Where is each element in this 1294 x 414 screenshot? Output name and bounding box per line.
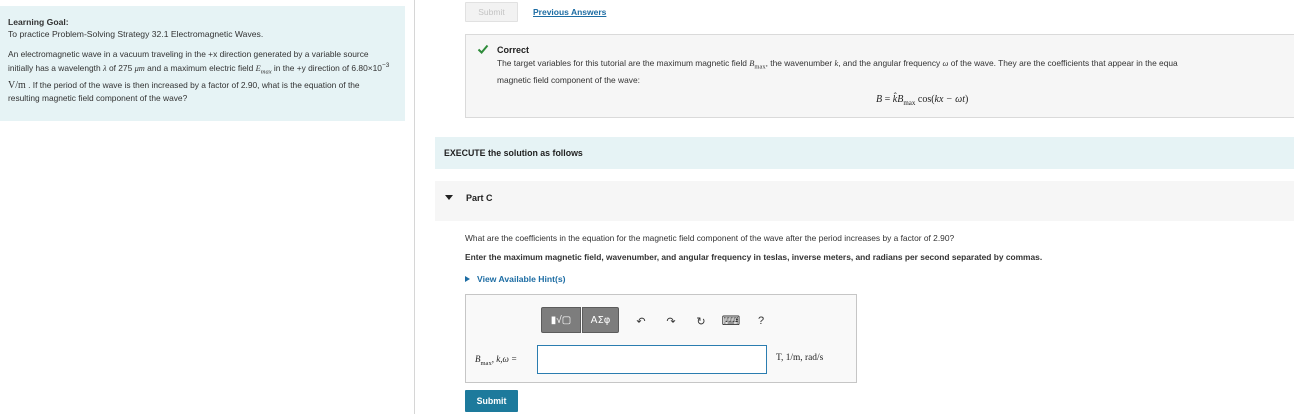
caret-down-icon[interactable] [445,195,453,200]
submit-button[interactable]: Submit [465,390,518,412]
undo-icon[interactable]: ↶ [636,315,646,328]
part-c-instruction: Enter the maximum magnetic field, wavenumber, and angular frequency in teslas, inverse meters, and radians per second separated by commas. [465,252,1043,262]
math-toolbar [541,307,769,335]
help-icon[interactable]: ? [757,315,765,327]
view-hints-link[interactable]: View Available Hint(s) [465,274,566,284]
panel-divider [414,0,415,414]
answer-box [465,294,857,383]
correct-status: Correct [497,45,530,55]
submit-button-disabled[interactable]: Submit [465,2,518,22]
templates-button[interactable]: ▮√▢ [541,307,581,333]
keyboard-icon[interactable]: ⌨ [721,313,741,328]
part-c-label: Part C [466,193,493,203]
symbols-button[interactable]: ΑΣφ [582,307,619,333]
feedback-text: The target variables for this tutorial are the maximum magnetic field $B_{max}$, the wavenumber k, and the angular frequency ω of the wave. They are the coefficients that appear in the equa magnetic field component of the wave: [497,58,1178,85]
execute-section-header: EXECUTE the solution as follows [435,137,1294,169]
check-icon [477,43,489,55]
problem-statement: An electromagnetic wave in a vacuum traveling in the +x direction generated by a variable source initially has a wavelength λ of 275 μm and a maximum electric field $E_{max}$ in the +y direction of $6.80\times 10^{-3}$ V/m . If the period of the wave is then increased by a factor of 2.90, what is the equation of the resulting magnetic field component of the wave? [8,49,390,104]
answer-units: T, 1/m, rad/s [776,353,824,363]
caret-right-icon [465,276,470,282]
reset-icon[interactable]: ↻ [696,315,706,328]
redo-icon[interactable]: ↷ [666,315,676,328]
previous-answers-link[interactable]: Previous Answers [533,7,607,17]
learning-goal-panel [0,6,405,121]
part-c-header[interactable] [435,181,1294,221]
answer-input[interactable] [537,345,767,374]
correct-feedback-box [465,34,1294,118]
part-c-question: What are the coefficients in the equation for the magnetic field component of the wave after the period increases by a factor of 2.90? [465,233,955,243]
learning-goal-title: Learning Goal: [8,17,69,27]
learning-goal-text: To practice Problem-Solving Strategy 32.1 Electromagnetic Waves. [8,29,264,39]
answer-label: $B_{max}$, k,ω = [475,354,518,367]
magnetic-field-equation: $B = k̂B_{max}$ cos(kx − ωt) [876,94,969,107]
